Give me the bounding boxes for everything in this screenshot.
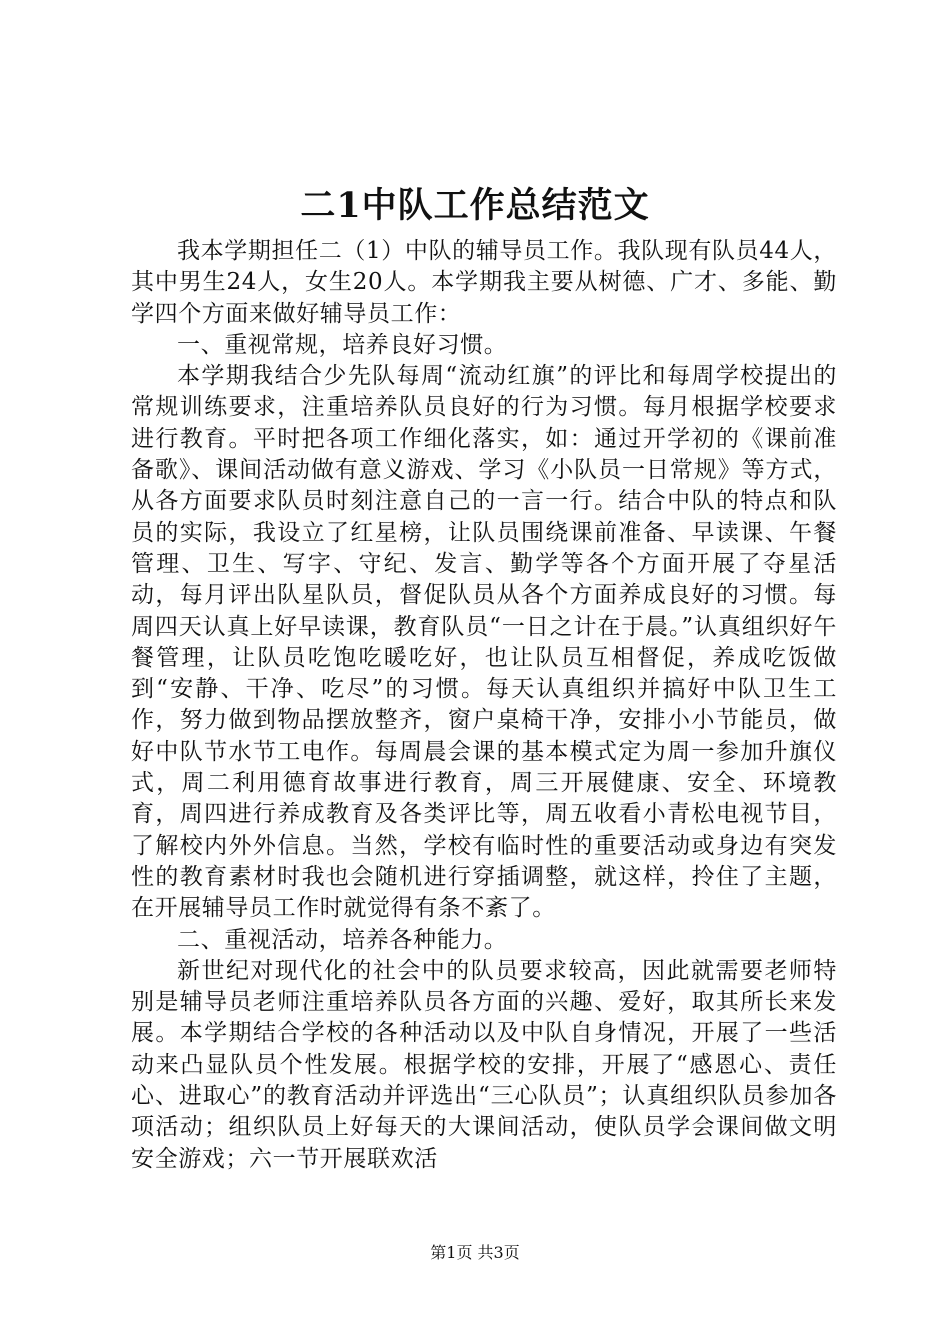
document-body <box>131 236 837 1175</box>
document-title: 二1中队工作总结范文 <box>300 185 650 226</box>
section-heading-2: 二、重视活动，培养各种能力。 <box>177 926 508 953</box>
section-heading-1: 一、重视常规，培养良好习惯。 <box>177 331 508 358</box>
section-2-paragraph: 新世纪对现代化的社会中的队员要求较高，因此就需要老师特别是辅导员老师注重培养队员各方面的兴趣、爱好，取其所长来发展。本学期结合学校的各种活动以及中队自身情况，开展了一些活动来凸显队员个性发展。根据学校的安排，开展了“感恩心、责任心、进取心”的教育活动并评选出“三心队员”；认真组织队员参加各项活动；组织队员上好每天的大课间活动，使队员学会课间做文明安全游戏；六一节开展联欢活 <box>131 957 837 1172</box>
intro-paragraph: 我本学期担任二（1）中队的辅导员工作。我队现有队员44人，其中男生24人，女生20人。本学期我主要从树德、广才、多能、勤学四个方面来做好辅导员工作： <box>131 238 837 327</box>
page-number-footer: 第1页 共3页 <box>430 1243 520 1262</box>
section-1-paragraph: 本学期我结合少先队每周“流动红旗”的评比和每周学校提出的常规训练要求，注重培养队员良好的行为习惯。每月根据学校要求进行教育。平时把各项工作细化落实，如：通过开学初的《课前准备歌》、课间活动做有意义游戏、学习《小队员一日常规》等方式，从各方面要求队员时刻注意自己的一言一行。结合中队的特点和队员的实际，我设立了红星榜，让队员围绕课前准备、早读课、午餐管理、卫生、写字、守纪、发言、勤学等各个方面开展了夺星活动，每月评出队星队员，督促队员从各个方面养成良好的习惯。每周四天认真上好早读课，教育队员“一日之计在于晨。”认真组织好午餐管理，让队员吃饱吃暖吃好，也让队员互相督促，养成吃饭做到“安静、干净、吃尽”的习惯。每天认真组织并搞好中队卫生工作，努力做到物品摆放整齐，窗户桌椅干净，安排小小节能员，做好中队节水节工电作。每周晨会课的基本模式定为周一参加升旗仪式，周二利用德育故事进行教育，周三开展健康、安全、环境教育，周四进行养成教育及各类评比等，周五收看小青松电视节目，了解校内外外信息。当然，学校有临时性的重要活动或身边有突发性的教育素材时我也会随机进行穿插调整，就这样，拎住了主题，在开展辅导员工作时就觉得有条不紊了。 <box>131 363 837 922</box>
